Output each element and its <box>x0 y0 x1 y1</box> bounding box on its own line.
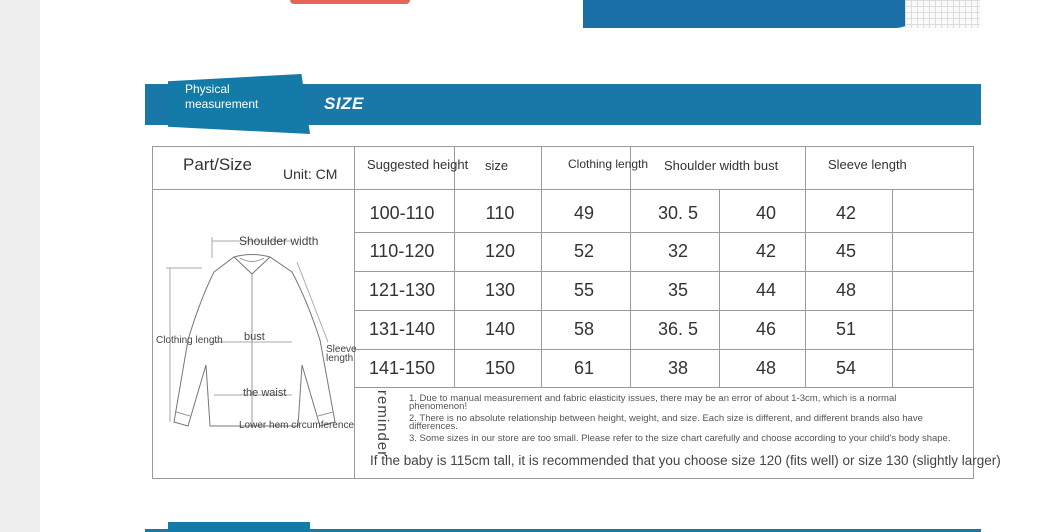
cell-height: 131-140 <box>368 319 436 339</box>
reminder-note-1b: phenomenon! <box>409 401 468 412</box>
cell-sleeve: 51 <box>835 319 857 339</box>
label-sleeve-length: Sleeve length <box>326 344 357 364</box>
banner-tab-line1: Physical <box>185 82 230 96</box>
cell-shoulder: 36. 5 <box>657 319 699 339</box>
col-divider <box>630 146 631 387</box>
cell-height: 110-120 <box>369 241 435 261</box>
cell-shoulder: 30. 5 <box>657 203 699 223</box>
cell-length: 61 <box>573 358 595 378</box>
cell-bust: 44 <box>755 280 777 300</box>
header-shoulder-bust: Shoulder width bust <box>664 158 779 173</box>
header-suggested-height: Suggested height <box>367 157 469 172</box>
header-clothing-length: Clothing length <box>568 157 649 171</box>
reminder-note-2b: differences. <box>409 421 458 432</box>
row-divider <box>354 232 974 233</box>
cell-bust: 48 <box>755 358 777 378</box>
cell-shoulder: 35 <box>667 280 689 300</box>
cell-sleeve: 42 <box>835 203 857 223</box>
cell-size: 150 <box>484 358 516 378</box>
part-size-label: Part/Size <box>183 155 252 174</box>
cell-bust: 40 <box>755 203 777 223</box>
row-divider <box>354 349 974 350</box>
cell-shoulder: 38 <box>667 358 689 378</box>
header-size: size <box>485 158 509 173</box>
label-lower-hem: Lower hem circumference <box>239 420 355 431</box>
cell-height: 121-130 <box>368 280 436 300</box>
col-divider <box>805 146 806 387</box>
top-decoration-red <box>290 0 410 4</box>
cell-length: 55 <box>573 280 595 300</box>
cell-length: 52 <box>573 241 595 261</box>
next-section-tab <box>168 522 310 532</box>
cell-length: 58 <box>573 319 595 339</box>
top-decoration-banner <box>583 0 923 28</box>
reminder-note-2: 2. There is no absolute relationship between height, weight, and size. Each size is different, and different brands also have <box>409 413 923 424</box>
label-shoulder-width: Shoulder width <box>239 234 319 248</box>
col-divider <box>892 189 893 387</box>
cell-length: 49 <box>573 203 595 223</box>
row-divider <box>354 387 974 388</box>
banner-tab-text <box>185 82 285 112</box>
cell-bust: 42 <box>755 241 777 261</box>
cell-sleeve: 45 <box>835 241 857 261</box>
col-divider <box>354 146 355 479</box>
cell-size: 120 <box>484 241 516 261</box>
row-divider <box>354 310 974 311</box>
banner-title: SIZE <box>324 94 364 113</box>
cell-size: 110 <box>485 203 515 223</box>
cell-sleeve: 48 <box>835 280 857 300</box>
size-advice: If the baby is 115cm tall, it is recommended that you choose size 120 (fits well) or size 130 (slightly larger) <box>370 453 1001 468</box>
row-divider <box>354 271 974 272</box>
header-sleeve-length: Sleeve length <box>828 157 907 172</box>
top-decoration-grid <box>905 0 980 28</box>
unit-label: Unit: CM <box>283 166 338 182</box>
col-divider <box>719 189 720 387</box>
label-bust: bust <box>244 331 265 343</box>
reminder-note-1: 1. Due to manual measurement and fabric elasticity issues, there may be an error of about 1-3cm, which is a normal <box>409 393 897 404</box>
label-waist: the waist <box>243 387 287 399</box>
cell-sleeve: 54 <box>835 358 857 378</box>
banner-tab-line2: measurement <box>185 97 259 111</box>
label-clothing-length: Clothing length <box>156 335 223 346</box>
reminder-label: reminder <box>374 390 391 458</box>
col-divider <box>541 146 542 387</box>
reminder-note-3: 3. Some sizes in our store are too small. Please refer to the size chart carefully and choose according to your child's body shape. <box>409 433 951 444</box>
cell-height: 141-150 <box>368 358 436 378</box>
cell-bust: 46 <box>755 319 777 339</box>
col-divider <box>454 146 455 387</box>
cell-size: 140 <box>484 319 516 339</box>
cell-size: 130 <box>484 280 516 300</box>
cell-shoulder: 32 <box>667 241 689 261</box>
cell-height: 100-110 <box>369 203 435 223</box>
